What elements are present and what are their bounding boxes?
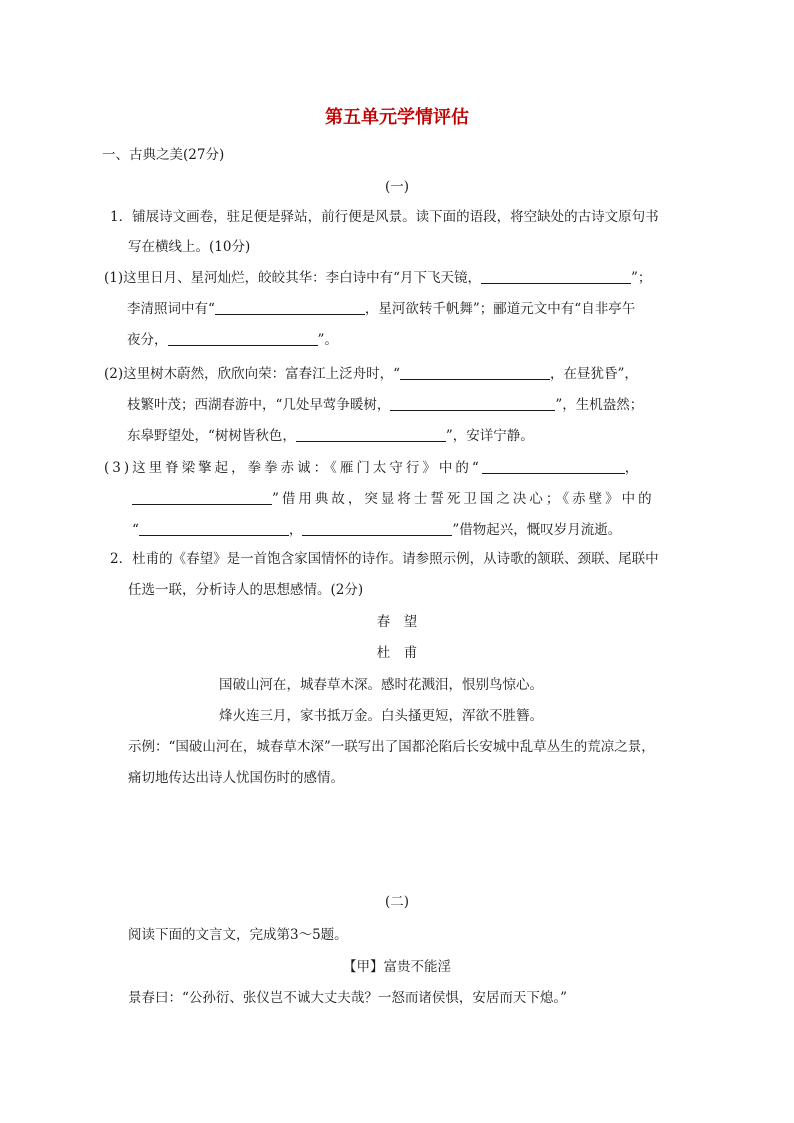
q1-s3-line-a: (3)这里脊梁擎起，拳拳赤诚：《雁门太守行》中的“ ，: [104, 460, 639, 476]
answer-blank[interactable]: [215, 300, 365, 315]
q1-s3-line-c: “ ， ”借物起兴，慨叹岁月流逝。: [132, 522, 622, 538]
answer-blank[interactable]: [400, 365, 550, 380]
page-title: 第五单元学情评估: [325, 107, 469, 128]
answer-blank[interactable]: [168, 331, 318, 346]
poem-line-2: 烽火连三月，家书抵万金。白头搔更短，浑欲不胜簪。: [219, 708, 543, 724]
q1-s1-line-a: (1)这里日月、星河灿烂，皎皎其华：李白诗中有“月下飞天镜， ”；: [104, 270, 652, 286]
answer-blank[interactable]: [390, 396, 555, 411]
answer-blank[interactable]: [296, 427, 446, 442]
poem-author: 杜 甫: [376, 645, 418, 661]
q2-line1: 2．杜甫的《春望》是一首饱含家国情怀的诗作。请参照示例，从诗歌的颔联、颈联、尾联中: [110, 551, 659, 567]
q2-line2: 任选一联，分析诗人的思想感情。(2分): [128, 582, 364, 598]
poem-line-1: 国破山河在，城春草木深。感时花溅泪，恨别鸟惊心。: [219, 677, 543, 693]
answer-blank[interactable]: [481, 269, 631, 284]
section-heading: 一、古典之美(27分): [102, 147, 225, 163]
answer-blank[interactable]: [482, 459, 625, 474]
answer-blank[interactable]: [302, 521, 452, 536]
text-a-title: 【甲】富贵不能淫: [343, 959, 451, 975]
q1-s3-line-b: ”借用典故，突显将士誓死卫国之决心；《赤壁》中的: [132, 489, 655, 509]
example-line-1: 示例：“国破山河在，城春草木深”一联写出了国都沦陷后长安城中乱草丛生的荒凉之景，: [128, 739, 655, 755]
q1-line2: 写在横线上。(10分): [128, 239, 251, 255]
answer-blank[interactable]: [139, 521, 289, 536]
q1-s2-line-b: 枝繁叶茂；西湖春游中，“几处早莺争暖树， ”，生机盎然；: [127, 397, 644, 413]
part-label-2: (二): [384, 894, 410, 910]
reading-intro: 阅读下面的文言文，完成第3～5题。: [128, 927, 348, 943]
part-label-1: (一): [384, 179, 410, 195]
q1-s1-line-b: 李清照词中有“ ，星河欲转千帆舞”；郦道元文中有“自非亭午: [127, 301, 636, 317]
q1-s2-line-a: (2)这里树木蔚然，欣欣向荣：富春江上泛舟时，“ ，在昼犹昏”，: [104, 366, 638, 382]
example-line-2: 痛切地传达出诗人忧国伤时的感情。: [128, 770, 344, 786]
q1-line1: 1．铺展诗文画卷，驻足便是驿站，前行便是风景。读下面的语段，将空缺处的古诗文原句书: [110, 209, 659, 225]
poem-title: 春 望: [376, 614, 418, 630]
q1-s1-line-c: 夜分， ”。: [127, 332, 338, 348]
text-a-line-1: 景春曰：“公孙衍、张仪岂不诚大丈夫哉？一怒而诸侯惧，安居而天下熄。”: [128, 990, 568, 1006]
answer-blank[interactable]: [132, 490, 272, 505]
q1-s2-line-c: 东皋野望处，“树树皆秋色， ”，安详宁静。: [127, 428, 534, 444]
